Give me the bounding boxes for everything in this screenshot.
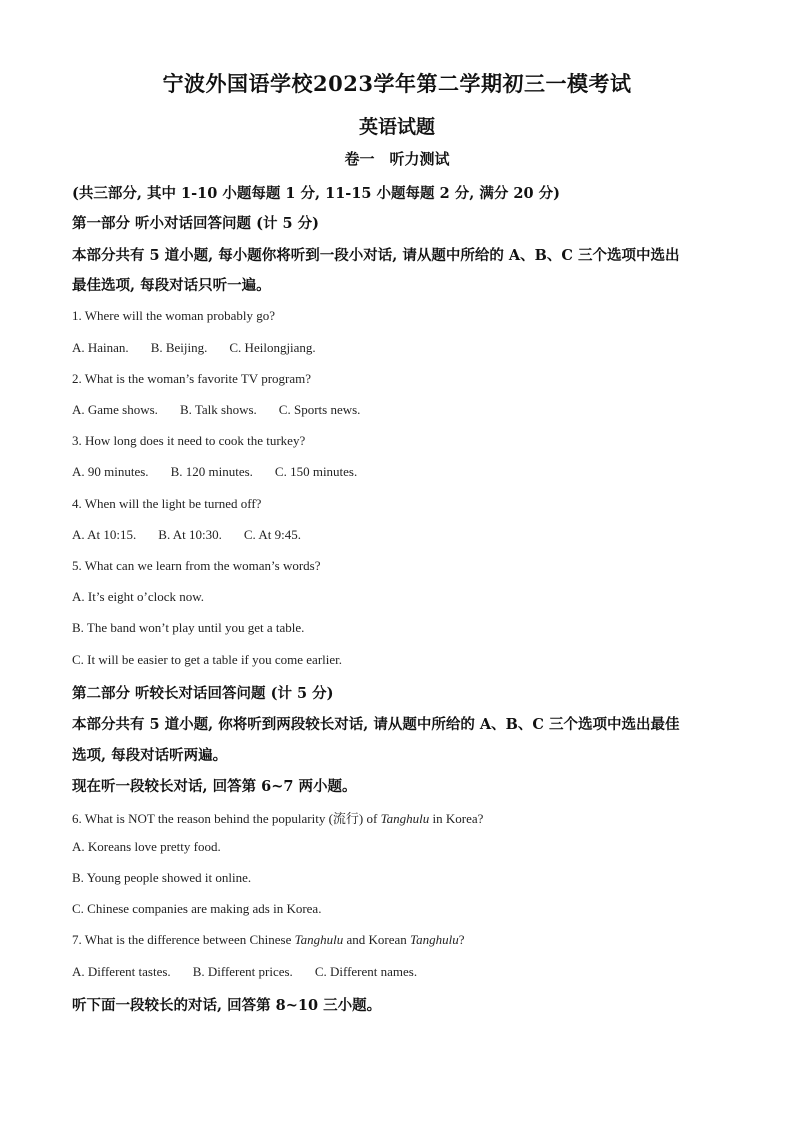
stem-text: in Korea? — [429, 811, 484, 826]
question-6-option-c: C. Chinese companies are making ads in Korea. — [72, 901, 322, 916]
question-1-stem: 1. Where will the woman probably go? — [72, 308, 276, 323]
question-7-options — [72, 964, 439, 980]
question-5-option-c: C. It will be easier to get a table if you come earlier. — [72, 652, 343, 667]
school-title: 宁波外国语学校2023学年第二学期初三一模考试 — [162, 71, 632, 96]
question-3-stem: 3. How long does it need to cook the turkey? — [72, 433, 306, 448]
dialog2-intro: 听下面一段较长的对话, 回答第 8~10 三小题。 — [72, 997, 382, 1014]
volume-title: 卷一 听力测试 — [344, 150, 450, 168]
option-c: C. 150 minutes. — [274, 464, 358, 479]
stem-text: and Korean — [343, 932, 411, 947]
stem-term: Tanghulu — [380, 811, 430, 826]
question-2-options — [72, 402, 382, 418]
part1-description-line1: 本部分共有 5 道小题, 每小题你将听到一段小对话, 请从题中所给的 A、B、C 三个选项中选出 — [72, 247, 680, 264]
question-6-option-a: A. Koreans love pretty food. — [72, 839, 221, 854]
question-2-stem: 2. What is the woman’s favorite TV program? — [72, 371, 312, 386]
option-a: A. Hainan. — [72, 340, 129, 355]
part2-description-line1: 本部分共有 5 道小题, 你将听到两段较长对话, 请从题中所给的 A、B、C 三个选项中选出最佳 — [72, 716, 680, 733]
option-c: C. At 9:45. — [243, 527, 301, 542]
question-6-stem — [72, 808, 483, 827]
option-a: A. Game shows. — [72, 402, 158, 417]
part1-description-line2: 最佳选项, 每段对话只听一遍。 — [72, 277, 271, 294]
option-c: C. Heilongjiang. — [229, 340, 316, 355]
part2-heading: 第二部分 听较长对话回答问题 (计 5 分) — [72, 685, 334, 702]
option-a: A. Different tastes. — [72, 964, 171, 979]
question-7-stem — [72, 932, 464, 948]
question-4-options — [72, 527, 323, 543]
question-1-options — [72, 340, 338, 356]
option-b: B. At 10:30. — [158, 527, 222, 542]
part1-heading: 第一部分 听小对话回答问题 (计 5 分) — [72, 215, 320, 232]
option-b: B. Beijing. — [150, 340, 208, 355]
question-5-option-b: B. The band won’t play until you get a table. — [72, 620, 305, 635]
question-4-stem: 4. When will the light be turned off? — [72, 496, 262, 511]
part2-description-line2: 选项, 每段对话听两遍。 — [72, 747, 228, 764]
option-a: A. At 10:15. — [72, 527, 137, 542]
option-b: B. Talk shows. — [179, 402, 257, 417]
option-b: B. 120 minutes. — [170, 464, 253, 479]
stem-text: ? — [458, 932, 465, 947]
option-c: C. Different names. — [314, 964, 418, 979]
dialog1-intro: 现在听一段较长对话, 回答第 6~7 两小题。 — [72, 778, 357, 795]
stem-text: 7. What is the difference between Chinese — [72, 932, 295, 947]
option-c: C. Sports news. — [278, 402, 361, 417]
question-5-option-a: A. It’s eight o’clock now. — [72, 589, 205, 604]
stem-text: 6. What is NOT the reason behind the popularity (流行) of — [72, 811, 381, 826]
overall-instructions: (共三部分, 其中 1-10 小题每题 1 分, 11-15 小题每题 2 分, 满分 20 分) — [72, 185, 560, 202]
question-3-options — [72, 464, 379, 480]
subject-title: 英语试题 — [358, 116, 435, 138]
option-b: B. Different prices. — [192, 964, 293, 979]
stem-term: Tanghulu — [410, 932, 459, 947]
question-6-option-b: B. Young people showed it online. — [72, 870, 252, 885]
question-5-stem: 5. What can we learn from the woman’s words? — [72, 558, 321, 573]
option-a: A. 90 minutes. — [72, 464, 149, 479]
stem-term: Tanghulu — [294, 932, 344, 947]
